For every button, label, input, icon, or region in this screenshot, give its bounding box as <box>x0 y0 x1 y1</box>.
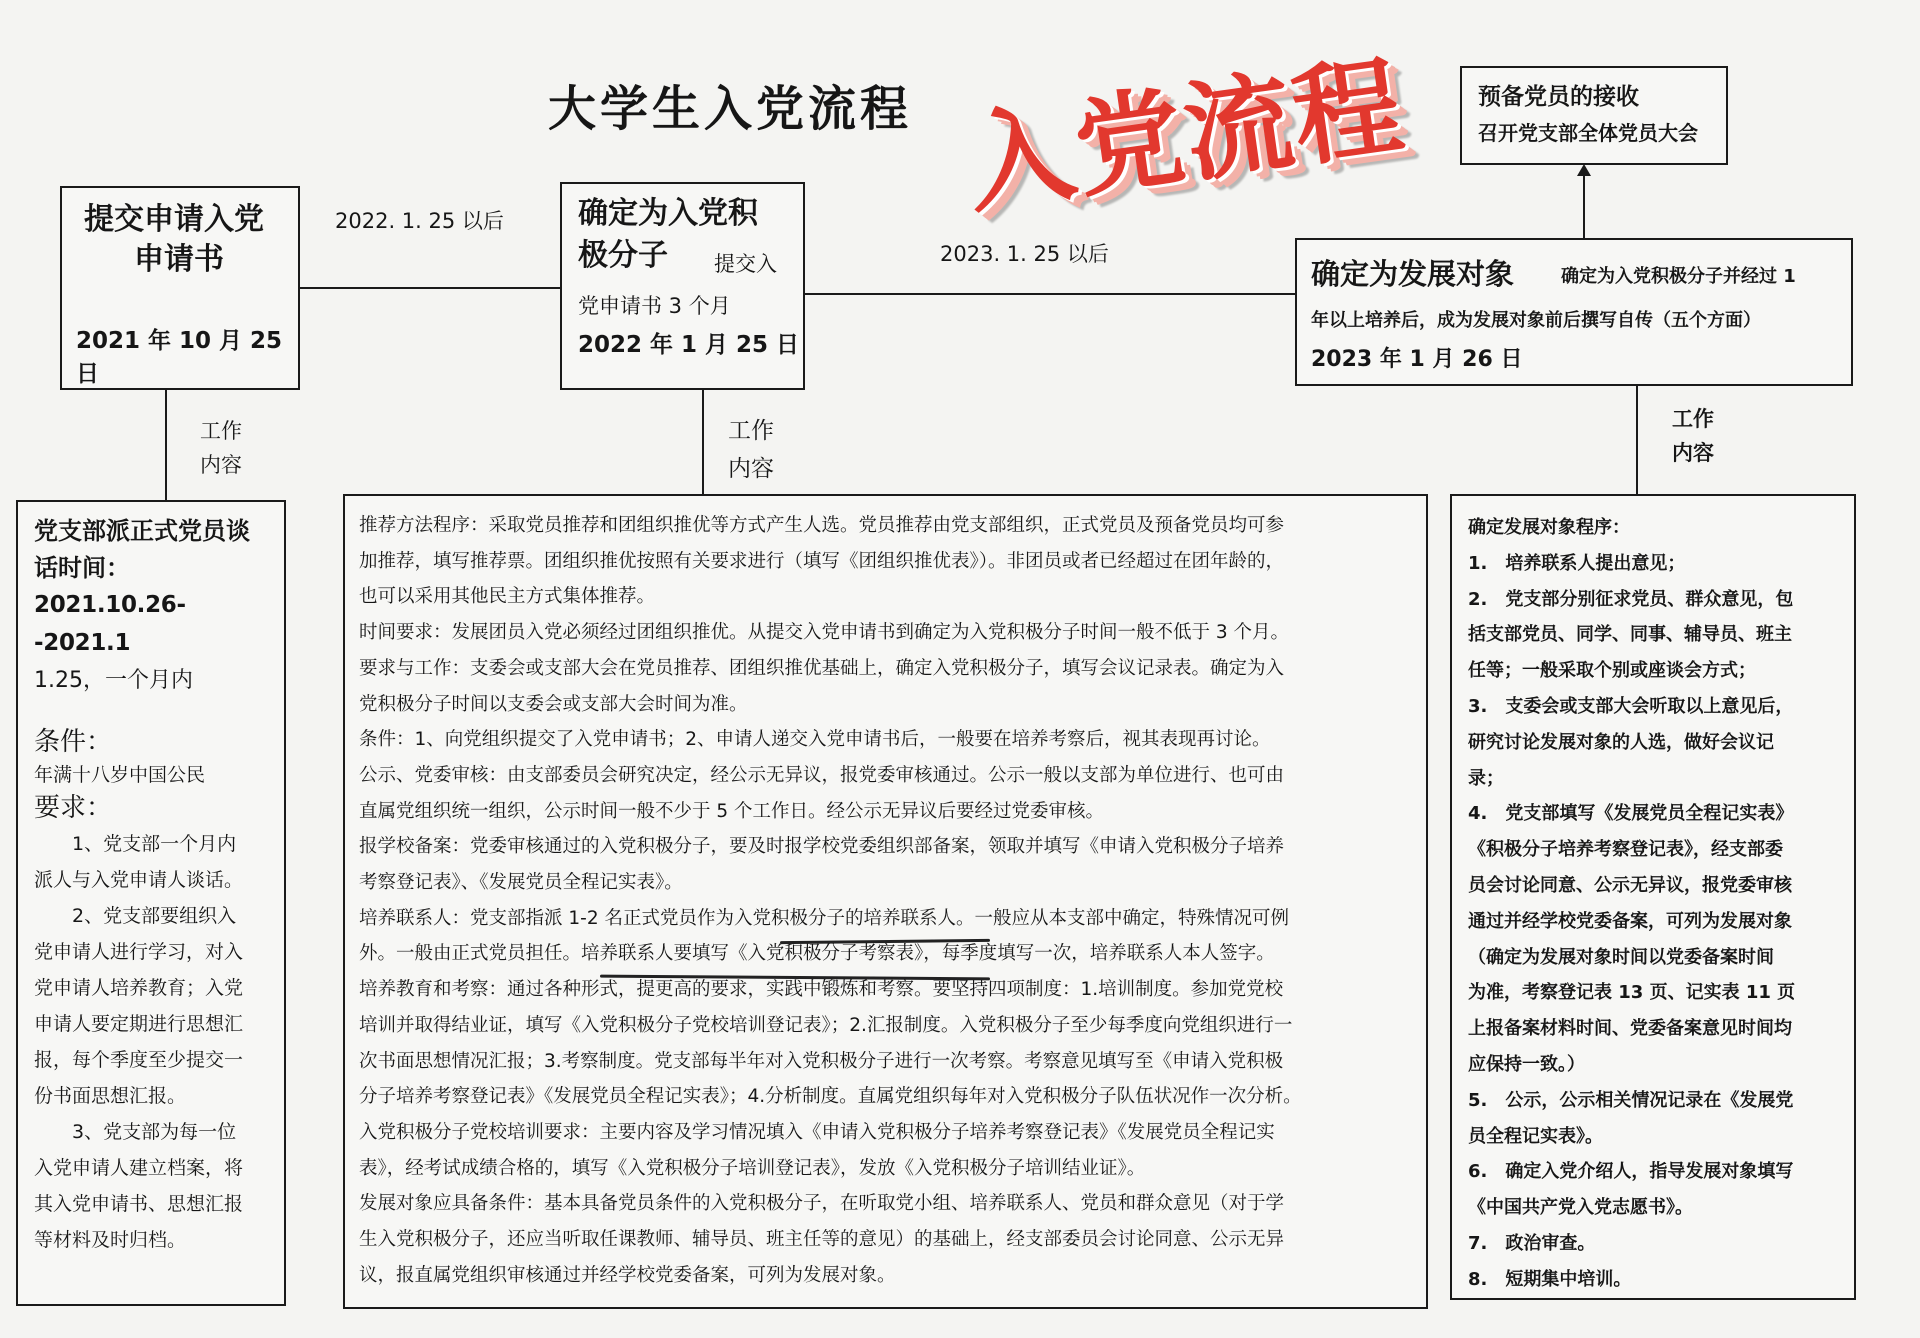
right-line: 3. 支委会或支部大会听取以上意见后， <box>1468 695 1794 717</box>
step-development-target <box>1295 238 1853 386</box>
conditions-text: 年满十八岁中国公民 <box>34 764 206 786</box>
requirement-2: 2、党支部要组织入 党申请人进行学习，对入 党申请人培养教育；入党 申请人要定期进行思想汇 报，每个季度至少提交一 份书面思想汇报。 <box>34 905 244 1107</box>
step-activist <box>560 182 805 390</box>
conditions-head: 条件： <box>34 727 113 757</box>
right-line: 员全程记实表》。 <box>1468 1125 1603 1147</box>
mid-line-underlined: 外。一般由正式党员担任。培养联系人要填写《入党积极分子考察表》，每季度填写一次，培养联系人本人签字。 <box>359 943 1275 965</box>
right-line: 研究讨论发展对象的人选，做好会议记 <box>1468 731 1774 753</box>
right-line: 为准，考察登记表 13 页、记实表 11 页 <box>1468 982 1796 1004</box>
probationary-line1: 预备党员的接收 <box>1478 84 1639 110</box>
right-line: 括支部党员、同学、同事、辅导员、班主 <box>1468 624 1792 646</box>
mid-line: 表》，经考试成绩合格的，填写《入党积极分子培训登记表》，发放《入党积极分子培训结业证》。 <box>359 1157 1146 1179</box>
mid-line: 分子培养考察登记表》《发展党员全程记实表》；4.分析制度。直属党组织每年对入党积极分子队伍状况作一次分析。 <box>359 1086 1302 1108</box>
step3-date: 2023 年 1 月 26 日 <box>1311 347 1523 372</box>
connector-1 <box>300 287 560 289</box>
talk-line1: 党支部派正式党员谈 <box>34 516 250 545</box>
step3-note1: 确定为入党积极分子并经过 1 <box>1561 266 1796 287</box>
work-label-middle: 工作 内容 <box>728 418 774 482</box>
step2-date: 2022 年 1 月 25 日 <box>578 332 800 358</box>
mid-line: 考察登记表》、《发展党员全程记实表》。 <box>359 872 683 894</box>
mid-line: 也可以采用其他民主方式集体推荐。 <box>359 586 656 608</box>
probationary-line2: 召开党支部全体党员大会 <box>1478 121 1698 145</box>
right-line: 4. 党支部填写《发展党员全程记实表》 <box>1468 803 1794 825</box>
mid-line: 推荐方法程序：采取党员推荐和团组织推优等方式产生人选。党员推荐由党支部组织，正式党员及预备党员均可参 <box>359 515 1285 536</box>
page-title: 大学生入党流程 <box>548 81 913 137</box>
mid-line: 培养教育和考察：通过各种形式，提更高的要求，实践中锻炼和考察。要坚持四项制度：1.培训制度。参加党党校 <box>359 979 1284 1001</box>
right-line: （确定为发展对象时间以党委备案时间 <box>1468 946 1774 968</box>
mid-line: 培训并取得结业证，填写《入党积极分子党校培训登记表》；2.汇报制度。入党积极分子至少每季度向党组织进行一 <box>359 1014 1293 1036</box>
step1-title-line1: 提交申请入党 <box>84 202 264 237</box>
right-line: 通过并经学校党委备案，可列为发展对象 <box>1468 910 1792 932</box>
requirements-head: 要求： <box>34 793 113 823</box>
talk-line2: 话时间： <box>34 553 130 582</box>
period-line1: 2021.10.26--2021.1 <box>34 592 186 656</box>
step2-title-line1: 确定为入党积 <box>578 196 758 231</box>
mid-line: 党积极分子时间以支委会或支部大会时间为准。 <box>359 693 748 715</box>
right-line: 《积极分子培养考察登记表》，经支部委 <box>1468 839 1783 861</box>
mid-line: 时间要求：发展团员入党必须经过团组织推优。从提交入党申请书到确定为入党积极分子时间一般不低于 3 个月。 <box>359 622 1290 644</box>
probationary-member-box <box>1460 66 1728 165</box>
mid-line: 生入党积极分子，还应当听取任课教师、辅导员、班主任等的意见）的基础上，经支部委员会讨论同意、公示无异 <box>359 1229 1285 1251</box>
mid-line: 次书面思想情况汇报；3.考察制度。党支部每半年对入党积极分子进行一次考察。考察意见填写至《申请入党积极 <box>359 1050 1284 1072</box>
requirement-3: 3、党支部为每一位 入党申请人建立档案，将 其入党申请书、思想汇报 等材料及时归档。 <box>34 1121 244 1251</box>
mid-line: 报学校备案：党委审核通过的入党积极分子，要及时报学校党委组织部备案，领取并填写《申请入党积极分子培养 <box>359 836 1285 858</box>
right-line: 5. 公示，公示相关情况记录在《发展党 <box>1468 1089 1794 1111</box>
work-label-left: 工作 内容 <box>200 419 242 477</box>
right-line: 应保持一致。） <box>1468 1053 1585 1075</box>
step3-title: 确定为发展对象 <box>1311 257 1515 291</box>
right-line: 员会讨论同意、公示无异议，报党委审核 <box>1468 874 1792 896</box>
right-line: 8. 短期集中培训。 <box>1468 1268 1632 1290</box>
mid-line: 要求与工作：支委会或支部大会在党员推荐、团组织推优基础上，确定入党积极分子，填写会议记录表。确定为入 <box>359 657 1285 679</box>
middle-panel <box>343 494 1428 1309</box>
arrow-shaft <box>1583 172 1585 238</box>
left-panel <box>16 500 286 1306</box>
vline-middle <box>702 390 704 494</box>
right-line: 录； <box>1468 767 1504 789</box>
step3-note2: 年以上培养后，成为发展对象前后撰写自传（五个方面） <box>1311 310 1761 331</box>
right-line: 6. 确定入党介绍人，指导发展对象填写 <box>1468 1161 1794 1183</box>
right-line: 7. 政治审查。 <box>1468 1232 1596 1254</box>
step2-note2: 党申请书 3 个月 <box>578 294 731 318</box>
period-line2: 1.25，一个月内 <box>34 668 193 693</box>
right-line: 确定发展对象程序： <box>1468 517 1630 538</box>
right-line: 上报备案材料时间、党委备案意见时间均 <box>1468 1018 1792 1040</box>
work-label-right: 工作 内容 <box>1672 407 1714 465</box>
mid-line: 发展对象应具备条件：基本具备党员条件的入党积极分子，在听取党小组、培养联系人、党员和群众意见（对于学 <box>359 1193 1285 1215</box>
mid-line-underlined: 培养联系人：党支部指派 1-2 名正式党员作为入党积极分子的培养联系人。一般应从本支部中确定，特殊情况可例 <box>359 907 1289 929</box>
requirement-1: 1、党支部一个月内 派人与入党申请人谈话。 <box>34 833 244 891</box>
step2-note1: 提交入 <box>714 252 777 276</box>
mid-line: 直属党组织统一组织，公示时间一般不少于 5 个工作日。经公示无异议后要经过党委审核。 <box>359 800 1105 822</box>
connector-2 <box>805 293 1295 295</box>
mid-line: 议，报直属党组织审核通过并经学校党委备案，可列为发展对象。 <box>359 1264 896 1286</box>
connector-1-label: 2022. 1. 25 以后 <box>335 209 504 233</box>
stylized-title: 入党流程 <box>958 43 1412 229</box>
vline-left <box>165 390 167 500</box>
right-line: 2. 党支部分别征求党员、群众意见，包 <box>1468 588 1794 610</box>
right-panel <box>1450 494 1856 1300</box>
step-submit-application <box>60 186 300 390</box>
mid-line: 入党积极分子党校培训要求：主要内容及学习情况填入《申请入党积极分子培养考察登记表》《发展党员全程记实 <box>359 1121 1275 1143</box>
step1-date: 2021 年 10 月 25 日 <box>76 328 283 387</box>
mid-line: 条件：1、向党组织提交了入党申请书；2、申请人递交入党申请书后，一般要在培养考察后，视其表现再讨论。 <box>359 729 1271 751</box>
mid-line: 公示、党委审核：由支部委员会研究决定，经公示无异议，报党委审核通过。公示一般以支部为单位进行、也可由 <box>359 764 1285 786</box>
step1-title-line2: 申请书 <box>134 242 224 277</box>
arrow-up-icon <box>1577 164 1591 176</box>
right-line: 1. 培养联系人提出意见； <box>1468 552 1686 574</box>
step2-title-line2: 极分子 <box>578 238 668 273</box>
vline-right <box>1636 386 1638 496</box>
connector-2-label: 2023. 1. 25 以后 <box>940 242 1109 266</box>
right-line: 《中国共产党入党志愿书》。 <box>1468 1197 1693 1219</box>
mid-line: 加推荐，填写推荐票。团组织推优按照有关要求进行（填写《团组织推优表》）。非团员或者已经超过在团年龄的， <box>359 550 1285 572</box>
right-line: 任等；一般采取个别或座谈会方式； <box>1468 660 1756 682</box>
